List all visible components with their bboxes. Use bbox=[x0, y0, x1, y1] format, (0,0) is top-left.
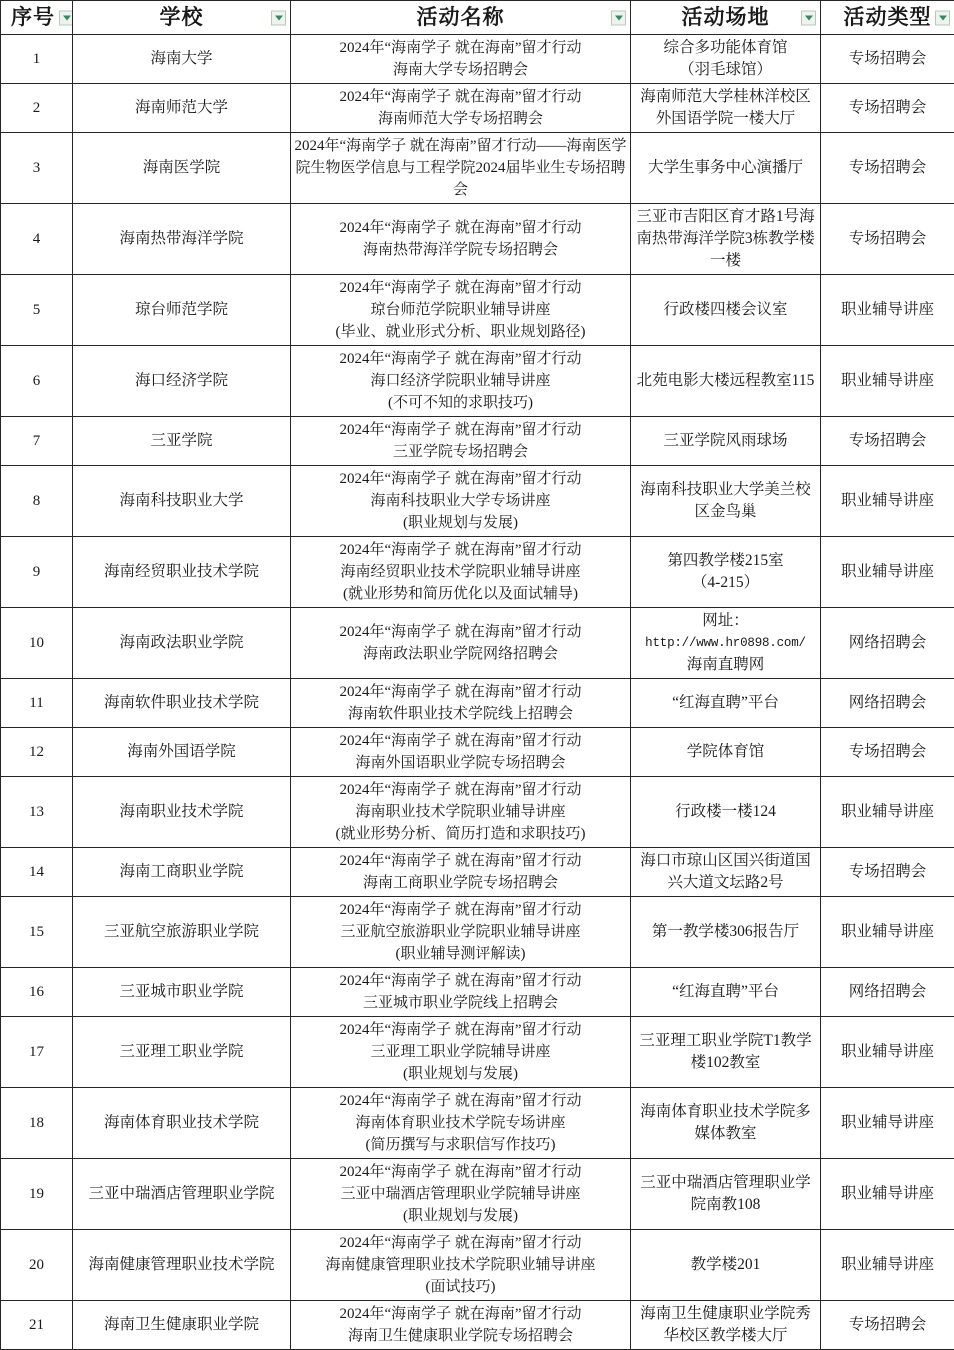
cell-line: 2024年“海南学子 就在海南”留才行动 bbox=[294, 539, 627, 561]
column-header-label-seq: 序号 bbox=[11, 5, 55, 30]
table-row bbox=[1, 417, 954, 466]
cell-activity-name bbox=[291, 204, 631, 275]
cell-activity-type bbox=[821, 728, 954, 777]
cell-line: 第四教学楼215室 bbox=[634, 550, 817, 572]
cell-line: 2 bbox=[4, 98, 69, 119]
cell-line: 三亚学院专场招聘会 bbox=[294, 441, 627, 463]
cell-seq bbox=[1, 537, 73, 608]
cell-venue bbox=[631, 1088, 821, 1159]
cell-line: (面试技巧) bbox=[294, 1276, 627, 1298]
cell-school bbox=[73, 728, 291, 777]
cell-school bbox=[73, 897, 291, 968]
cell-venue bbox=[631, 133, 821, 204]
cell-line: 1 bbox=[4, 49, 69, 70]
cell-activity-type bbox=[821, 777, 954, 848]
cell-school bbox=[73, 1088, 291, 1159]
cell-activity-type bbox=[821, 346, 954, 417]
cell-venue bbox=[631, 777, 821, 848]
column-header-venue bbox=[631, 1, 821, 35]
cell-school bbox=[73, 848, 291, 897]
cell-line: 三亚理工职业学院 bbox=[76, 1041, 287, 1063]
cell-line: 海南职业技术学院职业辅导讲座 bbox=[294, 801, 627, 823]
cell-activity-type bbox=[821, 537, 954, 608]
cell-line: (就业形势分析、简历打造和求职技巧) bbox=[294, 823, 627, 845]
cell-school bbox=[73, 1230, 291, 1301]
cell-venue bbox=[631, 728, 821, 777]
cell-line: 10 bbox=[4, 633, 69, 654]
table-row bbox=[1, 1301, 954, 1350]
cell-line: 海南软件职业技术学院 bbox=[76, 692, 287, 714]
cell-line: 三亚航空旅游职业学院职业辅导讲座 bbox=[294, 921, 627, 943]
cell-school bbox=[73, 1159, 291, 1230]
cell-line: 职业辅导讲座 bbox=[824, 1183, 951, 1205]
cell-line: 海南卫生健康职业学院 bbox=[76, 1314, 287, 1336]
cell-activity-name bbox=[291, 537, 631, 608]
cell-line: 第一教学楼306报告厅 bbox=[634, 921, 817, 943]
cell-line: 2024年“海南学子 就在海南”留才行动 bbox=[294, 419, 627, 441]
cell-activity-type bbox=[821, 968, 954, 1017]
column-header-name bbox=[291, 1, 631, 35]
cell-line: (就业形势和简历优化以及面试辅导) bbox=[294, 583, 627, 605]
cell-seq bbox=[1, 133, 73, 204]
cell-activity-type bbox=[821, 608, 954, 679]
cell-venue bbox=[631, 537, 821, 608]
cell-line: 20 bbox=[4, 1255, 69, 1276]
cell-venue bbox=[631, 84, 821, 133]
cell-line: 专场招聘会 bbox=[824, 228, 951, 250]
cell-seq bbox=[1, 777, 73, 848]
cell-seq bbox=[1, 968, 73, 1017]
cell-line: 职业辅导讲座 bbox=[824, 561, 951, 583]
table-row bbox=[1, 679, 954, 728]
cell-line: 海南科技职业大学 bbox=[76, 490, 287, 512]
cell-line: 教学楼201 bbox=[634, 1254, 817, 1276]
column-header-school bbox=[73, 1, 291, 35]
cell-line: 海南大学 bbox=[76, 48, 287, 70]
cell-activity-name bbox=[291, 1230, 631, 1301]
cell-line: 海南大学专场招聘会 bbox=[294, 59, 627, 81]
cell-activity-name bbox=[291, 1301, 631, 1350]
cell-activity-type bbox=[821, 275, 954, 346]
table-row bbox=[1, 897, 954, 968]
cell-venue bbox=[631, 968, 821, 1017]
cell-venue bbox=[631, 1230, 821, 1301]
cell-line: 海南师范大学桂林洋校区外国语学院一楼大厅 bbox=[634, 86, 817, 130]
cell-seq bbox=[1, 84, 73, 133]
table-row bbox=[1, 608, 954, 679]
table-row bbox=[1, 1088, 954, 1159]
cell-activity-name bbox=[291, 275, 631, 346]
cell-line: (简历撰写与求职信写作技巧) bbox=[294, 1134, 627, 1156]
cell-line: 三亚城市职业学院 bbox=[76, 981, 287, 1003]
cell-school bbox=[73, 1017, 291, 1088]
column-header-label-school: 学校 bbox=[160, 5, 204, 30]
cell-seq bbox=[1, 35, 73, 84]
cell-line: 2024年“海南学子 就在海南”留才行动 bbox=[294, 621, 627, 643]
cell-line: 三亚市吉阳区育才路1号海南热带海洋学院3栋教学楼一楼 bbox=[634, 206, 817, 272]
cell-line: 5 bbox=[4, 300, 69, 321]
cell-line: 海南政法职业学院网络招聘会 bbox=[294, 643, 627, 665]
table-row bbox=[1, 204, 954, 275]
cell-line: 三亚中瑞酒店管理职业学院南教108 bbox=[634, 1172, 817, 1216]
column-header-label-venue: 活动场地 bbox=[682, 5, 770, 30]
cell-line: 海南科技职业大学专场讲座 bbox=[294, 490, 627, 512]
cell-seq bbox=[1, 466, 73, 537]
cell-line: 12 bbox=[4, 742, 69, 763]
cell-line: 海南工商职业学院专场招聘会 bbox=[294, 872, 627, 894]
cell-seq bbox=[1, 275, 73, 346]
cell-line: “红海直聘”平台 bbox=[634, 981, 817, 1003]
cell-activity-type bbox=[821, 35, 954, 84]
cell-line: 2024年“海南学子 就在海南”留才行动 bbox=[294, 1019, 627, 1041]
cell-activity-name bbox=[291, 848, 631, 897]
cell-venue bbox=[631, 1301, 821, 1350]
cell-line: 海南体育职业技术学院多媒体教室 bbox=[634, 1101, 817, 1145]
cell-line: 职业辅导讲座 bbox=[824, 1254, 951, 1276]
cell-line: 6 bbox=[4, 371, 69, 392]
column-header-type bbox=[821, 1, 954, 35]
cell-line: 网络招聘会 bbox=[824, 632, 951, 654]
cell-venue bbox=[631, 848, 821, 897]
cell-line: 专场招聘会 bbox=[824, 430, 951, 452]
cell-line: 8 bbox=[4, 491, 69, 512]
table-row bbox=[1, 466, 954, 537]
header-row bbox=[1, 1, 954, 35]
filter-dropdown-type-icon[interactable] bbox=[935, 10, 950, 25]
cell-line: 7 bbox=[4, 431, 69, 452]
cell-activity-name bbox=[291, 466, 631, 537]
cell-line: 11 bbox=[4, 693, 69, 714]
cell-line: 2024年“海南学子 就在海南”留才行动——海南医学院生物医学信息与工程学院2024届毕业生专场招聘会 bbox=[294, 135, 627, 201]
cell-seq bbox=[1, 1301, 73, 1350]
cell-line: 14 bbox=[4, 862, 69, 883]
cell-line: 海南热带海洋学院专场招聘会 bbox=[294, 239, 627, 261]
cell-activity-type bbox=[821, 84, 954, 133]
cell-line: 16 bbox=[4, 982, 69, 1003]
cell-line: “红海直聘”平台 bbox=[634, 692, 817, 714]
cell-line: 2024年“海南学子 就在海南”留才行动 bbox=[294, 468, 627, 490]
venue-url-text[interactable]: http://www.hr0898.com/ bbox=[634, 632, 817, 654]
cell-line: 专场招聘会 bbox=[824, 741, 951, 763]
cell-line: 学院体育馆 bbox=[634, 741, 817, 763]
cell-line: 2024年“海南学子 就在海南”留才行动 bbox=[294, 1303, 627, 1325]
cell-line: 网络招聘会 bbox=[824, 981, 951, 1003]
cell-seq bbox=[1, 204, 73, 275]
cell-line: 4 bbox=[4, 229, 69, 250]
table-row bbox=[1, 84, 954, 133]
cell-line: 三亚学院 bbox=[76, 430, 287, 452]
cell-venue bbox=[631, 35, 821, 84]
cell-line: 职业辅导讲座 bbox=[824, 1041, 951, 1063]
column-header-label-type: 活动类型 bbox=[844, 5, 932, 30]
cell-line: 海南卫生健康职业学院专场招聘会 bbox=[294, 1325, 627, 1347]
cell-line: 行政楼四楼会议室 bbox=[634, 299, 817, 321]
cell-seq bbox=[1, 728, 73, 777]
cell-line: 海南热带海洋学院 bbox=[76, 228, 287, 250]
column-header-seq bbox=[1, 1, 73, 35]
cell-activity-name bbox=[291, 1017, 631, 1088]
cell-school bbox=[73, 466, 291, 537]
cell-school bbox=[73, 537, 291, 608]
cell-activity-type bbox=[821, 417, 954, 466]
cell-seq bbox=[1, 608, 73, 679]
cell-activity-name bbox=[291, 1159, 631, 1230]
cell-line: 17 bbox=[4, 1042, 69, 1063]
cell-line: 2024年“海南学子 就在海南”留才行动 bbox=[294, 348, 627, 370]
cell-line: 海南健康管理职业技术学院职业辅导讲座 bbox=[294, 1254, 627, 1276]
cell-school bbox=[73, 679, 291, 728]
table-row bbox=[1, 777, 954, 848]
cell-activity-type bbox=[821, 204, 954, 275]
cell-seq bbox=[1, 848, 73, 897]
cell-line: 2024年“海南学子 就在海南”留才行动 bbox=[294, 1232, 627, 1254]
cell-line: 2024年“海南学子 就在海南”留才行动 bbox=[294, 779, 627, 801]
cell-line: 三亚理工职业学院T1教学楼102教室 bbox=[634, 1030, 817, 1074]
cell-venue bbox=[631, 608, 821, 679]
cell-line: 13 bbox=[4, 802, 69, 823]
cell-line: 专场招聘会 bbox=[824, 157, 951, 179]
cell-activity-type bbox=[821, 1159, 954, 1230]
cell-school bbox=[73, 968, 291, 1017]
cell-line: 3 bbox=[4, 158, 69, 179]
cell-line: 三亚中瑞酒店管理职业学院 bbox=[76, 1183, 287, 1205]
filter-dropdown-name-icon[interactable] bbox=[611, 10, 626, 25]
cell-seq bbox=[1, 1017, 73, 1088]
table-row bbox=[1, 1230, 954, 1301]
filter-dropdown-school-icon[interactable] bbox=[271, 10, 286, 25]
cell-line: 北苑电影大楼远程教室115 bbox=[634, 370, 817, 392]
cell-line: 2024年“海南学子 就在海南”留才行动 bbox=[294, 899, 627, 921]
cell-line: 2024年“海南学子 就在海南”留才行动 bbox=[294, 730, 627, 752]
cell-seq bbox=[1, 897, 73, 968]
cell-activity-name bbox=[291, 897, 631, 968]
cell-activity-name bbox=[291, 417, 631, 466]
table-row bbox=[1, 537, 954, 608]
cell-line: （羽毛球馆） bbox=[634, 59, 817, 81]
cell-activity-type bbox=[821, 466, 954, 537]
cell-line: 2024年“海南学子 就在海南”留才行动 bbox=[294, 850, 627, 872]
cell-line: 海口市琼山区国兴街道国兴大道文坛路2号 bbox=[634, 850, 817, 894]
cell-line: (职业规划与发展) bbox=[294, 512, 627, 534]
column-header-label-name: 活动名称 bbox=[417, 5, 505, 30]
cell-line: 海南医学院 bbox=[76, 157, 287, 179]
cell-seq bbox=[1, 346, 73, 417]
cell-line: 海南职业技术学院 bbox=[76, 801, 287, 823]
cell-seq bbox=[1, 1088, 73, 1159]
cell-activity-name bbox=[291, 133, 631, 204]
cell-line: 职业辅导讲座 bbox=[824, 490, 951, 512]
filter-dropdown-seq-icon[interactable] bbox=[59, 10, 73, 25]
cell-line: 海南政法职业学院 bbox=[76, 632, 287, 654]
cell-line: 9 bbox=[4, 562, 69, 583]
cell-venue bbox=[631, 1017, 821, 1088]
cell-line: 海南师范大学 bbox=[76, 97, 287, 119]
cell-activity-name bbox=[291, 346, 631, 417]
table-row bbox=[1, 275, 954, 346]
cell-line: 琼台师范学院 bbox=[76, 299, 287, 321]
cell-activity-name bbox=[291, 35, 631, 84]
table-row bbox=[1, 1017, 954, 1088]
cell-line: 网络招聘会 bbox=[824, 692, 951, 714]
cell-seq bbox=[1, 417, 73, 466]
cell-line: 21 bbox=[4, 1315, 69, 1336]
cell-line: 三亚学院风雨球场 bbox=[634, 430, 817, 452]
table-row bbox=[1, 35, 954, 84]
cell-line: 2024年“海南学子 就在海南”留才行动 bbox=[294, 681, 627, 703]
cell-venue bbox=[631, 346, 821, 417]
cell-line: 职业辅导讲座 bbox=[824, 921, 951, 943]
cell-venue bbox=[631, 275, 821, 346]
table-row bbox=[1, 848, 954, 897]
cell-line: 海南软件职业技术学院线上招聘会 bbox=[294, 703, 627, 725]
cell-line: 大学生事务中心演播厅 bbox=[634, 157, 817, 179]
cell-line: 海口经济学院职业辅导讲座 bbox=[294, 370, 627, 392]
cell-line: 18 bbox=[4, 1113, 69, 1134]
cell-line: 专场招聘会 bbox=[824, 97, 951, 119]
cell-line: 海南科技职业大学美兰校区金鸟巢 bbox=[634, 479, 817, 523]
cell-line: 专场招聘会 bbox=[824, 861, 951, 883]
table-body bbox=[1, 35, 954, 1350]
cell-line: (职业辅导测评解读) bbox=[294, 943, 627, 965]
cell-activity-type bbox=[821, 679, 954, 728]
cell-line: 综合多功能体育馆 bbox=[634, 37, 817, 59]
table-row bbox=[1, 1159, 954, 1230]
table-row bbox=[1, 968, 954, 1017]
cell-activity-type bbox=[821, 1017, 954, 1088]
cell-activity-type bbox=[821, 897, 954, 968]
cell-line: 海南卫生健康职业学院秀华校区教学楼大厅 bbox=[634, 1303, 817, 1347]
cell-line: 海南直聘网 bbox=[634, 654, 817, 676]
cell-line: 2024年“海南学子 就在海南”留才行动 bbox=[294, 277, 627, 299]
cell-activity-type bbox=[821, 1301, 954, 1350]
cell-line: 2024年“海南学子 就在海南”留才行动 bbox=[294, 86, 627, 108]
table-row bbox=[1, 133, 954, 204]
table-header bbox=[1, 1, 954, 35]
cell-line: 三亚城市职业学院线上招聘会 bbox=[294, 992, 627, 1014]
cell-venue bbox=[631, 679, 821, 728]
cell-line: 海南外国语学院 bbox=[76, 741, 287, 763]
cell-line: (职业规划与发展) bbox=[294, 1063, 627, 1085]
cell-line: 三亚理工职业学院辅导讲座 bbox=[294, 1041, 627, 1063]
cell-line: 行政楼一楼124 bbox=[634, 801, 817, 823]
cell-line: 海南师范大学专场招聘会 bbox=[294, 108, 627, 130]
cell-line: (职业规划与发展) bbox=[294, 1205, 627, 1227]
cell-line: 海南经贸职业技术学院职业辅导讲座 bbox=[294, 561, 627, 583]
cell-line: 职业辅导讲座 bbox=[824, 801, 951, 823]
cell-line: 三亚航空旅游职业学院 bbox=[76, 921, 287, 943]
cell-school bbox=[73, 777, 291, 848]
cell-school bbox=[73, 204, 291, 275]
cell-school bbox=[73, 417, 291, 466]
cell-school bbox=[73, 346, 291, 417]
cell-line: 2024年“海南学子 就在海南”留才行动 bbox=[294, 1161, 627, 1183]
cell-activity-name bbox=[291, 777, 631, 848]
cell-seq bbox=[1, 1159, 73, 1230]
cell-line: 职业辅导讲座 bbox=[824, 299, 951, 321]
cell-line: (毕业、就业形式分析、职业规划路径) bbox=[294, 321, 627, 343]
cell-school bbox=[73, 275, 291, 346]
cell-line: 海南外国语职业学院专场招聘会 bbox=[294, 752, 627, 774]
cell-venue bbox=[631, 417, 821, 466]
cell-line: 职业辅导讲座 bbox=[824, 1112, 951, 1134]
table-row bbox=[1, 346, 954, 417]
cell-line: 琼台师范学院职业辅导讲座 bbox=[294, 299, 627, 321]
cell-activity-type bbox=[821, 1230, 954, 1301]
cell-line: 2024年“海南学子 就在海南”留才行动 bbox=[294, 970, 627, 992]
cell-line: 2024年“海南学子 就在海南”留才行动 bbox=[294, 217, 627, 239]
cell-venue bbox=[631, 204, 821, 275]
cell-line: 海南体育职业技术学院专场讲座 bbox=[294, 1112, 627, 1134]
table-row bbox=[1, 728, 954, 777]
cell-line: 海南体育职业技术学院 bbox=[76, 1112, 287, 1134]
cell-line: （4-215） bbox=[634, 572, 817, 594]
cell-activity-name bbox=[291, 608, 631, 679]
cell-line: (不可不知的求职技巧) bbox=[294, 392, 627, 414]
cell-activity-type bbox=[821, 1088, 954, 1159]
cell-line: 三亚中瑞酒店管理职业学院辅导讲座 bbox=[294, 1183, 627, 1205]
cell-line: 19 bbox=[4, 1184, 69, 1205]
cell-line: 网址： bbox=[634, 610, 817, 632]
cell-activity-type bbox=[821, 848, 954, 897]
cell-line: 2024年“海南学子 就在海南”留才行动 bbox=[294, 37, 627, 59]
cell-seq bbox=[1, 679, 73, 728]
cell-seq bbox=[1, 1230, 73, 1301]
cell-line: 2024年“海南学子 就在海南”留才行动 bbox=[294, 1090, 627, 1112]
cell-activity-name bbox=[291, 1088, 631, 1159]
cell-venue bbox=[631, 466, 821, 537]
cell-line: 职业辅导讲座 bbox=[824, 370, 951, 392]
cell-venue bbox=[631, 1159, 821, 1230]
cell-activity-type bbox=[821, 133, 954, 204]
cell-line: 海南健康管理职业技术学院 bbox=[76, 1254, 287, 1276]
filter-dropdown-venue-icon[interactable] bbox=[801, 10, 816, 25]
cell-line: 海口经济学院 bbox=[76, 370, 287, 392]
cell-line: 海南经贸职业技术学院 bbox=[76, 561, 287, 583]
cell-activity-name bbox=[291, 968, 631, 1017]
cell-activity-name bbox=[291, 679, 631, 728]
cell-venue bbox=[631, 897, 821, 968]
cell-school bbox=[73, 1301, 291, 1350]
cell-school bbox=[73, 133, 291, 204]
cell-school bbox=[73, 84, 291, 133]
cell-activity-name bbox=[291, 728, 631, 777]
cell-line: 15 bbox=[4, 922, 69, 943]
cell-line: 海南工商职业学院 bbox=[76, 861, 287, 883]
cell-line: 专场招聘会 bbox=[824, 1314, 951, 1336]
cell-school bbox=[73, 608, 291, 679]
cell-activity-name bbox=[291, 84, 631, 133]
cell-school bbox=[73, 35, 291, 84]
cell-line: 专场招聘会 bbox=[824, 48, 951, 70]
